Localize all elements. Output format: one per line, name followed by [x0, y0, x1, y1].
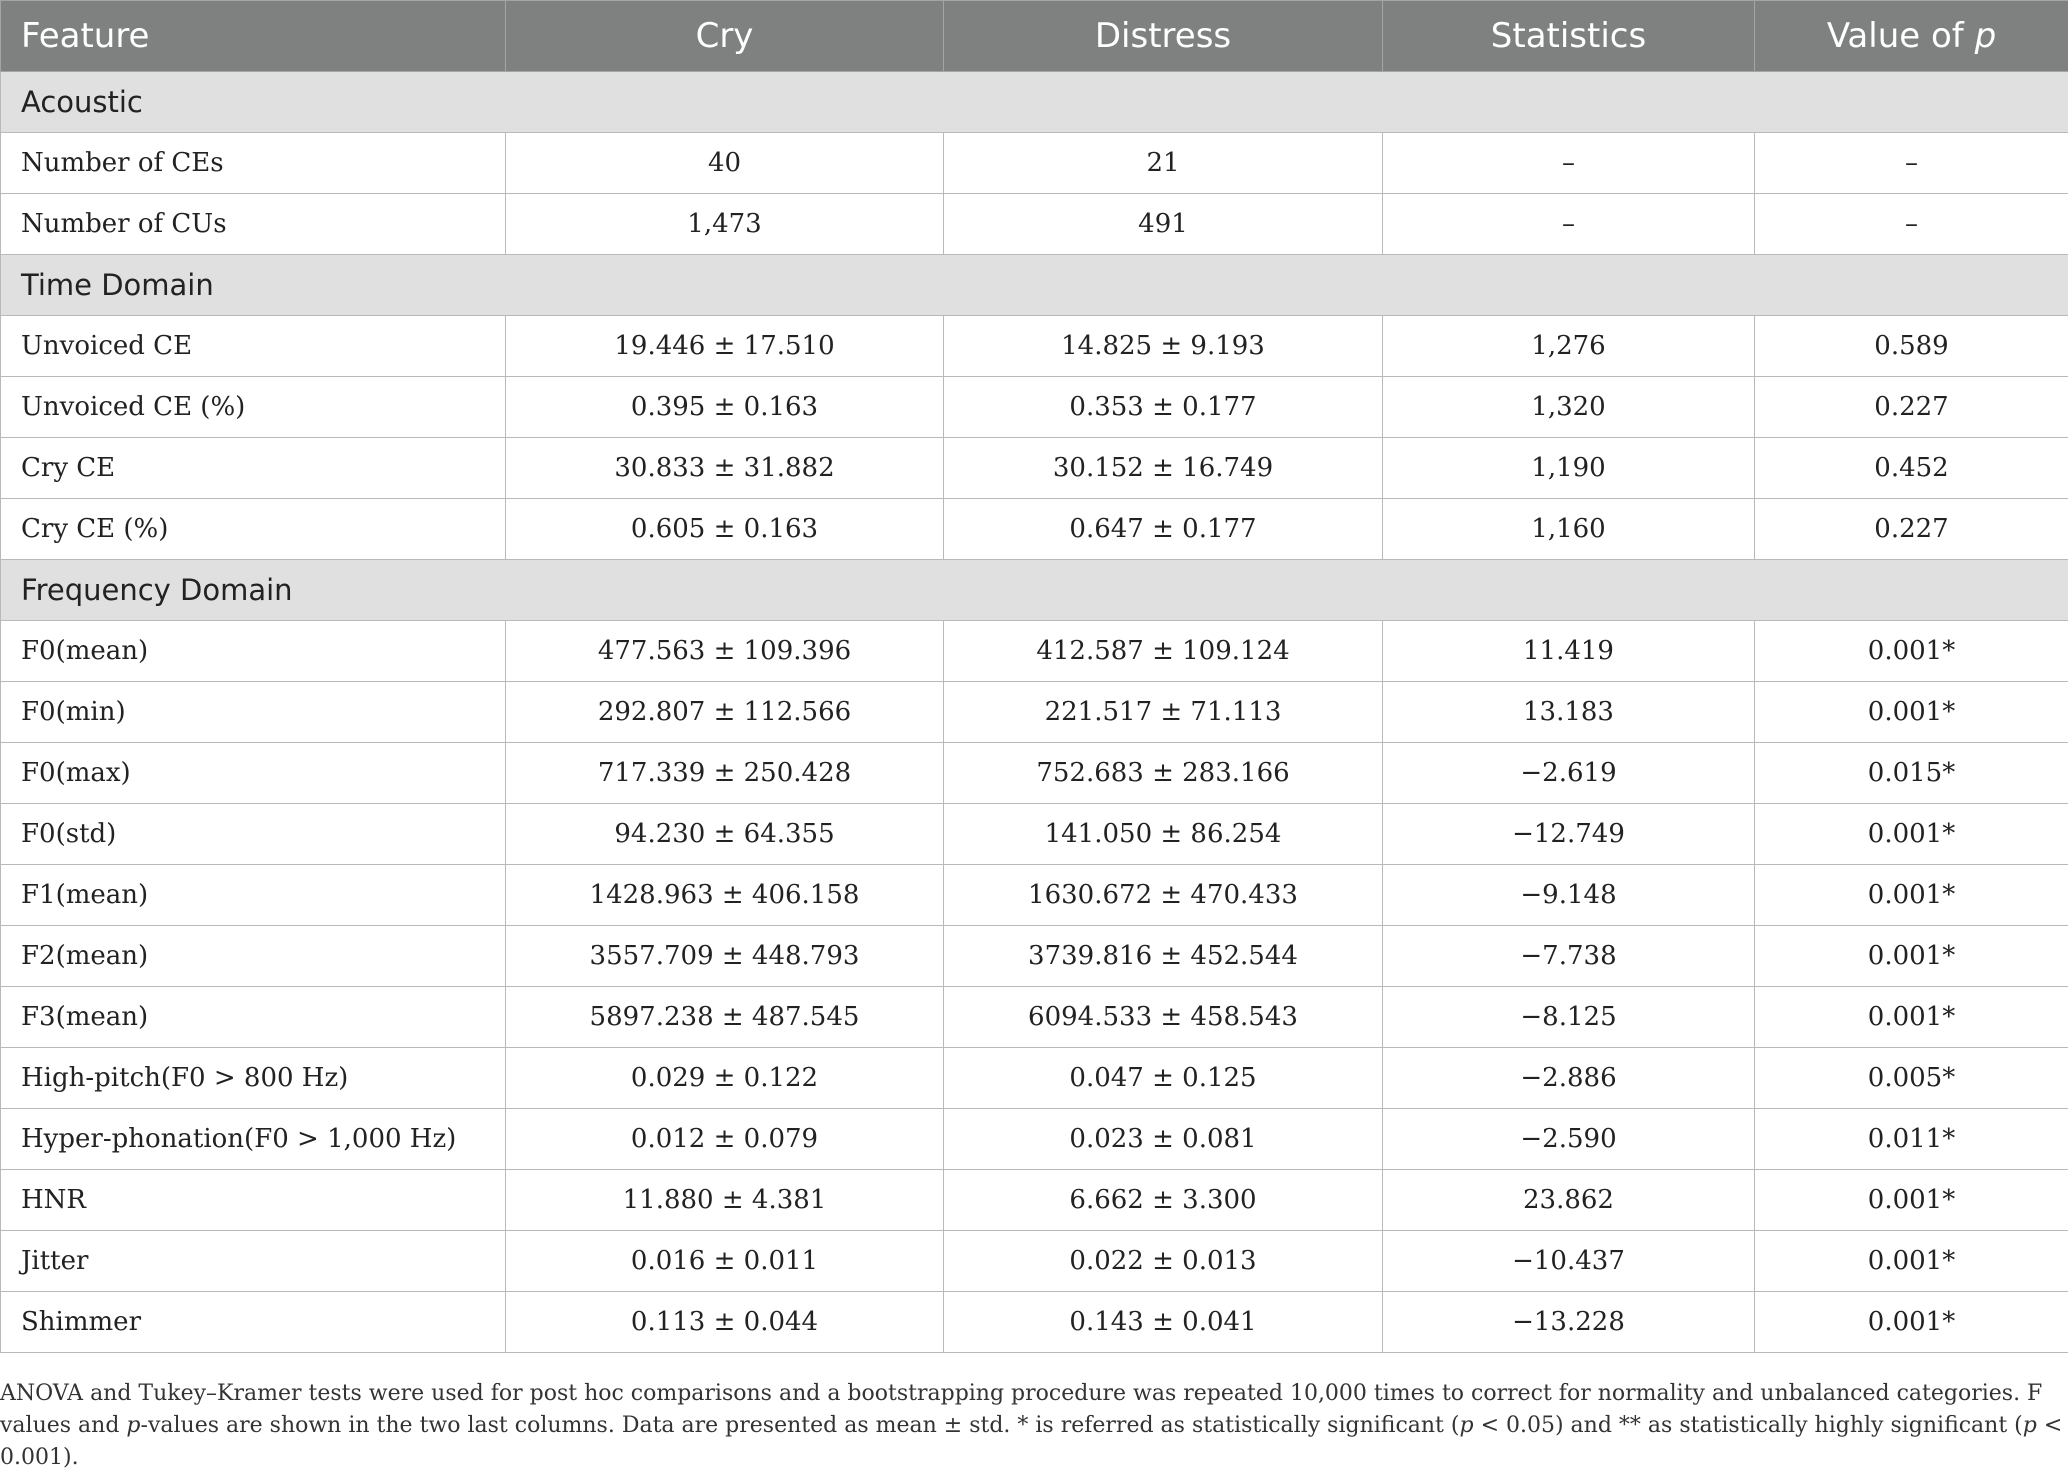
- cell-statistics: −10.437: [1383, 1231, 1755, 1292]
- cell-distress: 752.683 ± 283.166: [944, 743, 1383, 804]
- cell-distress: 3739.816 ± 452.544: [944, 926, 1383, 987]
- cell-p-value: 0.227: [1755, 499, 2068, 560]
- cell-p-value: 0.015*: [1755, 743, 2068, 804]
- cell-statistics: 1,320: [1383, 377, 1755, 438]
- cell-feature: F0(max): [1, 743, 506, 804]
- cell-statistics: 23.862: [1383, 1170, 1755, 1231]
- cell-cry: 292.807 ± 112.566: [506, 682, 944, 743]
- header-statistics: Statistics: [1383, 1, 1755, 72]
- header-value-of-p: [1755, 1, 2068, 72]
- table-row: [1, 1048, 2068, 1109]
- header-cry: Cry: [506, 1, 944, 72]
- cell-feature: Jitter: [1, 1231, 506, 1292]
- cell-cry: 1428.963 ± 406.158: [506, 865, 944, 926]
- cell-p-value: –: [1755, 194, 2068, 255]
- cell-statistics: −2.619: [1383, 743, 1755, 804]
- table-row: [1, 743, 2068, 804]
- cell-cry: 0.016 ± 0.011: [506, 1231, 944, 1292]
- cell-feature: Shimmer: [1, 1292, 506, 1353]
- section-title: Frequency Domain: [1, 560, 2068, 621]
- cell-cry: 11.880 ± 4.381: [506, 1170, 944, 1231]
- cell-p-value: 0.001*: [1755, 1231, 2068, 1292]
- cell-feature: Unvoiced CE: [1, 316, 506, 377]
- cell-distress: 141.050 ± 86.254: [944, 804, 1383, 865]
- cell-feature: Number of CUs: [1, 194, 506, 255]
- cell-statistics: 1,190: [1383, 438, 1755, 499]
- table-row: [1, 499, 2068, 560]
- table-row: [1, 987, 2068, 1048]
- cell-distress: 1630.672 ± 470.433: [944, 865, 1383, 926]
- cell-cry: 40: [506, 133, 944, 194]
- header-distress: Distress: [944, 1, 1383, 72]
- cell-cry: 1,473: [506, 194, 944, 255]
- cell-statistics: −7.738: [1383, 926, 1755, 987]
- cell-statistics: −9.148: [1383, 865, 1755, 926]
- table-row: [1, 377, 2068, 438]
- cell-cry: 3557.709 ± 448.793: [506, 926, 944, 987]
- table-header-row: [1, 1, 2068, 72]
- cell-feature: F0(min): [1, 682, 506, 743]
- cell-distress: 0.022 ± 0.013: [944, 1231, 1383, 1292]
- footnote-text-2: -values are shown in the two last columns. Data are presented as mean ± std. * is referred as statistically significant (: [141, 1413, 1460, 1438]
- cell-statistics: –: [1383, 194, 1755, 255]
- cell-distress: 412.587 ± 109.124: [944, 621, 1383, 682]
- cell-feature: F3(mean): [1, 987, 506, 1048]
- cell-p-value: 0.001*: [1755, 865, 2068, 926]
- cell-distress: 21: [944, 133, 1383, 194]
- cell-p-value: 0.001*: [1755, 682, 2068, 743]
- cell-feature: Number of CEs: [1, 133, 506, 194]
- table-row: [1, 438, 2068, 499]
- table-row: [1, 194, 2068, 255]
- cell-cry: 0.029 ± 0.122: [506, 1048, 944, 1109]
- table-row: [1, 1292, 2068, 1353]
- cell-distress: 0.047 ± 0.125: [944, 1048, 1383, 1109]
- cell-distress: 0.647 ± 0.177: [944, 499, 1383, 560]
- cell-feature: Hyper-phonation(F0 > 1,000 Hz): [1, 1109, 506, 1170]
- cell-p-value: 0.589: [1755, 316, 2068, 377]
- table-row: [1, 926, 2068, 987]
- cell-feature: High-pitch(F0 > 800 Hz): [1, 1048, 506, 1109]
- cell-cry: 19.446 ± 17.510: [506, 316, 944, 377]
- cell-cry: 0.395 ± 0.163: [506, 377, 944, 438]
- table-row: [1, 804, 2068, 865]
- cell-p-value: 0.011*: [1755, 1109, 2068, 1170]
- cell-distress: 491: [944, 194, 1383, 255]
- cell-feature: F0(mean): [1, 621, 506, 682]
- cell-p-value: 0.452: [1755, 438, 2068, 499]
- table-row: [1, 1170, 2068, 1231]
- cell-cry: 477.563 ± 109.396: [506, 621, 944, 682]
- table-row: [1, 865, 2068, 926]
- footnote-text-4: < 0.001).: [0, 1413, 2062, 1470]
- cell-feature: F0(std): [1, 804, 506, 865]
- cell-feature: Unvoiced CE (%): [1, 377, 506, 438]
- cell-statistics: 1,276: [1383, 316, 1755, 377]
- cell-distress: 0.023 ± 0.081: [944, 1109, 1383, 1170]
- cell-cry: 30.833 ± 31.882: [506, 438, 944, 499]
- cell-feature: F1(mean): [1, 865, 506, 926]
- cell-p-value: 0.001*: [1755, 987, 2068, 1048]
- cell-statistics: −13.228: [1383, 1292, 1755, 1353]
- cell-feature: HNR: [1, 1170, 506, 1231]
- cell-p-value: 0.001*: [1755, 1170, 2068, 1231]
- cell-p-value: 0.001*: [1755, 926, 2068, 987]
- section-row: [1, 560, 2068, 621]
- cell-feature: Cry CE: [1, 438, 506, 499]
- cell-statistics: 11.419: [1383, 621, 1755, 682]
- header-feature: Feature: [1, 1, 506, 72]
- cell-cry: 0.605 ± 0.163: [506, 499, 944, 560]
- table-row: [1, 1231, 2068, 1292]
- cell-cry: 0.012 ± 0.079: [506, 1109, 944, 1170]
- section-row: [1, 255, 2068, 316]
- footnote-p-1: p: [126, 1413, 140, 1438]
- table-body: [1, 72, 2068, 1353]
- table-row: [1, 621, 2068, 682]
- cell-p-value: 0.227: [1755, 377, 2068, 438]
- cell-p-value: 0.001*: [1755, 1292, 2068, 1353]
- cell-statistics: −2.886: [1383, 1048, 1755, 1109]
- section-title: Time Domain: [1, 255, 2068, 316]
- footnote-text-3: < 0.05) and ** as statistically highly significant (: [1474, 1413, 2023, 1438]
- section-row: [1, 72, 2068, 133]
- footnote-text-1: ANOVA and Tukey–Kramer tests were used for post hoc comparisons and a bootstrapping procedure was repeated 10,000 times to correct for normality and unbalanced categories. F values and: [0, 1381, 2042, 1438]
- cell-distress: 0.353 ± 0.177: [944, 377, 1383, 438]
- table-row: [1, 133, 2068, 194]
- table-footnote: [0, 1378, 2068, 1474]
- cell-statistics: 1,160: [1383, 499, 1755, 560]
- cell-cry: 94.230 ± 64.355: [506, 804, 944, 865]
- cell-statistics: –: [1383, 133, 1755, 194]
- cell-statistics: −12.749: [1383, 804, 1755, 865]
- section-title: Acoustic: [1, 72, 2068, 133]
- cell-p-value: 0.005*: [1755, 1048, 2068, 1109]
- cell-feature: F2(mean): [1, 926, 506, 987]
- cell-distress: 0.143 ± 0.041: [944, 1292, 1383, 1353]
- cell-cry: 717.339 ± 250.428: [506, 743, 944, 804]
- footnote-p-3: p: [2023, 1413, 2037, 1438]
- header-value-of-label: Value of: [1827, 16, 1964, 56]
- cell-cry: 0.113 ± 0.044: [506, 1292, 944, 1353]
- cell-feature: Cry CE (%): [1, 499, 506, 560]
- cell-statistics: −8.125: [1383, 987, 1755, 1048]
- cell-p-value: –: [1755, 133, 2068, 194]
- table-row: [1, 682, 2068, 743]
- table-row: [1, 316, 2068, 377]
- header-p-symbol: p: [1975, 16, 1997, 56]
- cell-distress: 30.152 ± 16.749: [944, 438, 1383, 499]
- cell-distress: 221.517 ± 71.113: [944, 682, 1383, 743]
- cell-distress: 6094.533 ± 458.543: [944, 987, 1383, 1048]
- cell-cry: 5897.238 ± 487.545: [506, 987, 944, 1048]
- cell-p-value: 0.001*: [1755, 804, 2068, 865]
- table-row: [1, 1109, 2068, 1170]
- cell-distress: 14.825 ± 9.193: [944, 316, 1383, 377]
- cell-statistics: 13.183: [1383, 682, 1755, 743]
- cell-distress: 6.662 ± 3.300: [944, 1170, 1383, 1231]
- footnote-p-2: p: [1459, 1413, 1473, 1438]
- cell-p-value: 0.001*: [1755, 621, 2068, 682]
- cell-statistics: −2.590: [1383, 1109, 1755, 1170]
